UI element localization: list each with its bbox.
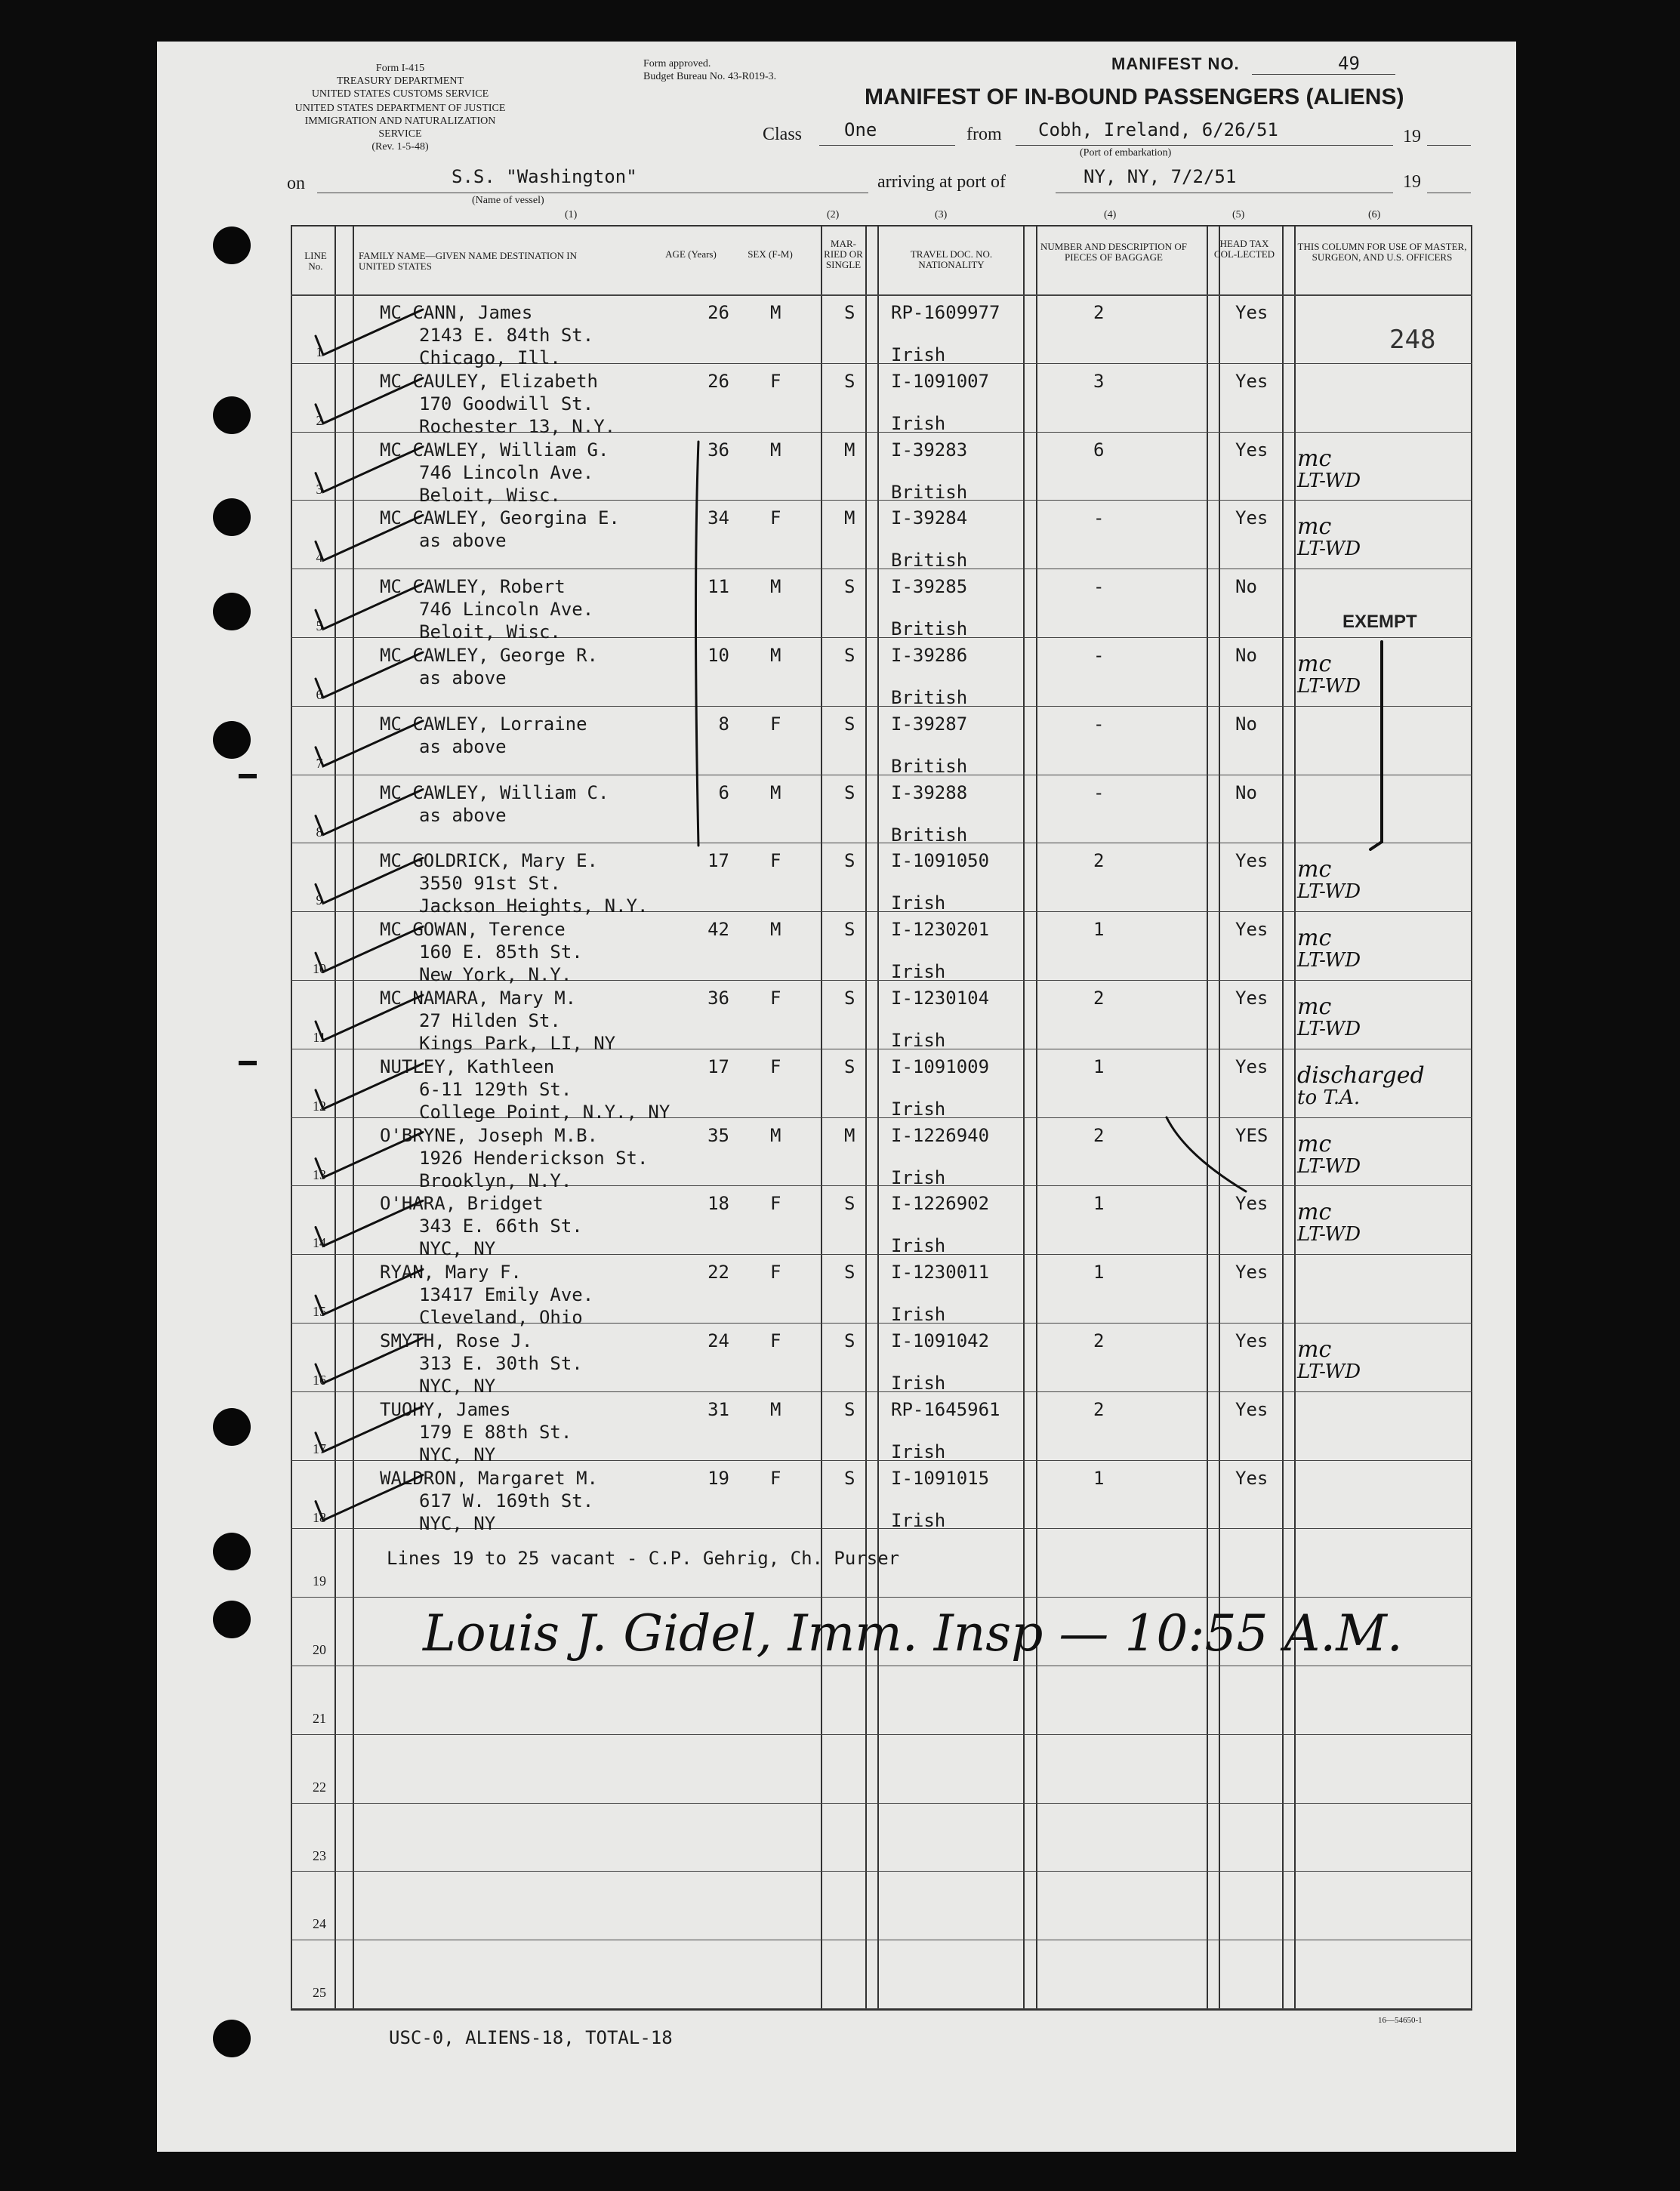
travel-doc-number: I-1226940 (891, 1124, 990, 1146)
passenger-name: RYAN, Mary F. (380, 1262, 522, 1283)
travel-doc-number: I-39287 (891, 713, 968, 735)
passenger-age: 36 (707, 439, 729, 461)
nationality: Irish (891, 1098, 946, 1120)
nationality: Irish (891, 1030, 946, 1051)
officer-note: LT-WD (1297, 1223, 1361, 1246)
nationality: Irish (891, 1235, 946, 1257)
officer-note: mc (1297, 513, 1332, 541)
marital-status: M (844, 507, 855, 529)
passenger-sex: M (770, 919, 781, 941)
line-number: 12 (313, 1098, 326, 1114)
manifest-number: 49 (1338, 53, 1360, 74)
check-mark (316, 515, 423, 560)
officer-note: mc (1297, 1336, 1332, 1363)
head-tax: No (1235, 781, 1257, 803)
nationality: Irish (891, 412, 946, 434)
officer-note: LT-WD (1297, 880, 1361, 904)
passenger-sex: F (770, 713, 781, 735)
passenger-sex: F (770, 988, 781, 1009)
year-label: 19 (1403, 172, 1421, 192)
col-header-sex: SEX (F-M) (748, 248, 793, 260)
baggage-count: 2 (1093, 302, 1105, 323)
head-tax: Yes (1235, 370, 1268, 392)
line-number: 8 (316, 824, 323, 840)
passenger-sex: F (770, 1262, 781, 1283)
passenger-sex: F (770, 850, 781, 872)
passenger-sex: M (770, 439, 781, 461)
passenger-address: 746 Lincoln Ave. (419, 461, 594, 483)
passenger-name: MC CANN, James (380, 302, 533, 323)
officer-note: mc (1297, 1130, 1332, 1157)
marital-status: S (844, 1262, 855, 1283)
nationality: Irish (891, 1166, 946, 1188)
check-mark (316, 1338, 423, 1383)
line-number: 1 (316, 344, 323, 359)
exempt-stamp: EXEMPT (1342, 612, 1417, 632)
embark-caption: (Port of embarkation) (1080, 147, 1172, 159)
check-mark (316, 447, 423, 492)
from-value: Cobh, Ireland, 6/26/51 (1038, 119, 1278, 140)
officer-note: mc (1297, 445, 1332, 472)
baggage-count: 1 (1093, 1193, 1105, 1215)
passenger-city: Rochester 13, N.Y. (419, 415, 616, 437)
head-tax: Yes (1235, 850, 1268, 872)
passenger-city: New York, N.Y. (419, 964, 572, 986)
passenger-age: 36 (707, 988, 729, 1009)
travel-doc-number: I-1230201 (891, 919, 990, 941)
passenger-sex: F (770, 507, 781, 529)
column-number: (4) (1104, 209, 1117, 220)
passenger-address: 2143 E. 84th St. (419, 325, 594, 346)
passenger-name: MC CAWLEY, William C. (380, 781, 609, 803)
passenger-name: MC CAWLEY, George R. (380, 645, 598, 666)
baggage-count: 1 (1093, 919, 1105, 941)
from-label: from (966, 125, 1002, 144)
head-tax: Yes (1235, 919, 1268, 941)
footer-code: 16—54650-1 (1378, 2016, 1423, 2025)
marital-status: S (844, 1398, 855, 1420)
budget-bureau: Budget Bureau No. 43-R019-3. (643, 71, 777, 82)
passenger-city: Beloit, Wisc. (419, 621, 561, 643)
line-number: 16 (313, 1373, 326, 1388)
officer-note: to T.A. (1297, 1086, 1361, 1109)
check-mark (316, 1132, 423, 1178)
col-header-married: MAR-RIED OR SINGLE (824, 238, 863, 270)
baggage-count: - (1093, 713, 1105, 735)
line-number: 20 (313, 1642, 326, 1658)
revision-label: (Rev. 1-5-48) (371, 141, 429, 153)
passenger-age: 19 (707, 1467, 729, 1489)
marital-status: S (844, 576, 855, 598)
baggage-count: 1 (1093, 1055, 1105, 1077)
check-mark (316, 995, 423, 1040)
baggage-count: - (1093, 781, 1105, 803)
nationality: Irish (891, 1441, 946, 1462)
nationality: Irish (891, 961, 946, 983)
vessel-value: S.S. "Washington" (452, 166, 637, 187)
on-label: on (287, 174, 305, 193)
passenger-city: Beloit, Wisc. (419, 484, 561, 506)
head-tax: Yes (1235, 1398, 1268, 1420)
travel-doc-number: I-1230104 (891, 988, 990, 1009)
col-header-baggage: NUMBER AND DESCRIPTION OF PIECES OF BAGGAGE (1040, 241, 1187, 263)
passenger-address: 13417 Emily Ave. (419, 1284, 594, 1306)
passenger-city: Brooklyn, N.Y. (419, 1169, 572, 1191)
col-header-line: LINE No. (304, 250, 327, 272)
column-number: (6) (1368, 209, 1381, 220)
passenger-sex: M (770, 645, 781, 666)
nationality: British (891, 481, 968, 503)
baggage-count: 2 (1093, 988, 1105, 1009)
class-label: Class (763, 125, 803, 144)
passenger-city: NYC, NY (419, 1238, 496, 1260)
passenger-age: 22 (707, 1262, 729, 1283)
passenger-sex: F (770, 1330, 781, 1351)
treasury-label: TREASURY DEPARTMENT (336, 75, 464, 87)
passenger-sex: F (770, 1055, 781, 1077)
marital-status: S (844, 1467, 855, 1489)
travel-doc-number: I-39285 (891, 576, 968, 598)
marital-status: S (844, 850, 855, 872)
line-number: 6 (316, 687, 323, 702)
passenger-age: 26 (707, 302, 729, 323)
line-number: 14 (313, 1235, 326, 1251)
nationality: Irish (891, 1304, 946, 1326)
passenger-address: as above (419, 735, 507, 757)
officer-note: LT-WD (1297, 675, 1361, 698)
baggage-count: - (1093, 645, 1105, 666)
marital-status: S (844, 781, 855, 803)
head-tax: Yes (1235, 1262, 1268, 1283)
travel-doc-number: I-1091042 (891, 1330, 990, 1351)
check-mark (316, 1407, 423, 1452)
travel-doc-number: I-1226902 (891, 1193, 990, 1215)
exempt-bracket (1370, 642, 1382, 849)
line-number: 5 (316, 618, 323, 634)
passenger-age: 10 (707, 645, 729, 666)
passenger-address: 160 E. 85th St. (419, 941, 583, 963)
passenger-age: 17 (707, 850, 729, 872)
baggage-count: - (1093, 507, 1105, 529)
passenger-address: 617 W. 169th St. (419, 1490, 594, 1512)
nationality: British (891, 755, 968, 777)
travel-doc-number: I-39283 (891, 439, 968, 461)
nationality: British (891, 824, 968, 846)
line-number: 4 (316, 550, 323, 565)
passenger-address: as above (419, 530, 507, 552)
check-mark (316, 926, 423, 972)
passenger-age: 26 (707, 370, 729, 392)
officer-note: LT-WD (1297, 1154, 1361, 1178)
passenger-age: 42 (707, 919, 729, 941)
officer-note: LT-WD (1297, 538, 1361, 561)
passenger-age: 18 (707, 1193, 729, 1215)
passenger-name: MC CAWLEY, Lorraine (380, 713, 587, 735)
family-bracket (696, 442, 699, 846)
baggage-count: 2 (1093, 1398, 1105, 1420)
travel-doc-number: I-39286 (891, 645, 968, 666)
passenger-name: NUTLEY, Kathleen (380, 1055, 555, 1077)
line-number: 24 (313, 1916, 326, 1932)
nationality: British (891, 687, 968, 708)
baggage-count: 2 (1093, 1330, 1105, 1351)
officer-note: LT-WD (1297, 1018, 1361, 1040)
passenger-sex: F (770, 1193, 781, 1215)
marital-status: M (844, 439, 855, 461)
officer-note: mc (1297, 994, 1332, 1020)
head-tax: No (1235, 645, 1257, 666)
officer-note: mc (1297, 1199, 1332, 1226)
passenger-name: MC GOLDRICK, Mary E. (380, 850, 598, 872)
marital-status: S (844, 988, 855, 1009)
year-label: 19 (1403, 127, 1421, 146)
head-tax: Yes (1235, 1330, 1268, 1351)
line-number: 3 (316, 481, 323, 497)
passenger-name: MC NAMARA, Mary M. (380, 988, 577, 1009)
passenger-city: NYC, NY (419, 1376, 496, 1397)
passenger-name: MC CAWLEY, William G. (380, 439, 609, 461)
travel-doc-number: I-1091009 (891, 1055, 990, 1077)
officer-note: LT-WD (1297, 1361, 1361, 1383)
vacant-note: Lines 19 to 25 vacant - C.P. Gehrig, Ch. Purser (387, 1548, 900, 1569)
head-tax: Yes (1235, 302, 1268, 323)
check-mark (316, 584, 423, 629)
passenger-city: Jackson Heights, N.Y. (419, 895, 649, 917)
passenger-name: SMYTH, Rose J. (380, 1330, 533, 1351)
passenger-address: 170 Goodwill St. (419, 393, 594, 414)
nationality: British (891, 550, 968, 572)
passenger-address: 6-11 129th St. (419, 1078, 572, 1100)
correction-stroke (1167, 1117, 1246, 1191)
check-mark (316, 1064, 423, 1109)
baggage-count: 6 (1093, 439, 1105, 461)
passenger-sex: M (770, 302, 781, 323)
line-number: 23 (313, 1847, 326, 1863)
head-tax: Yes (1235, 439, 1268, 461)
baggage-count: 1 (1093, 1262, 1105, 1283)
arriving-label: arriving at port of (877, 172, 1006, 192)
nationality: Irish (891, 1373, 946, 1394)
passenger-sex: M (770, 1398, 781, 1420)
officer-note: discharged (1297, 1062, 1425, 1089)
vessel-caption: (Name of vessel) (472, 195, 544, 206)
passenger-age: 6 (718, 781, 729, 803)
page-title: MANIFEST OF IN-BOUND PASSENGERS (ALIENS) (865, 85, 1404, 109)
check-mark (316, 1475, 423, 1521)
check-mark (316, 378, 423, 424)
marital-status: S (844, 713, 855, 735)
column-number: (3) (935, 209, 948, 220)
passenger-name: O'HARA, Bridget (380, 1193, 544, 1215)
line-number: 19 (313, 1573, 326, 1589)
passenger-address: as above (419, 804, 507, 826)
manifest-label: MANIFEST NO. (1111, 54, 1240, 73)
passenger-city: Kings Park, LI, NY (419, 1033, 616, 1054)
nationality: Irish (891, 892, 946, 914)
officer-note: mc (1297, 856, 1332, 883)
baggage-count: 2 (1093, 1124, 1105, 1146)
col-header-officers: THIS COLUMN FOR USE OF MASTER, SURGEON, AND U.S. OFFICERS (1297, 241, 1467, 263)
marital-status: S (844, 919, 855, 941)
line-number: 10 (313, 961, 326, 977)
line-number: 17 (313, 1441, 326, 1456)
officer-note: mc (1297, 651, 1332, 677)
check-mark (316, 310, 423, 355)
passenger-sex: M (770, 576, 781, 598)
officer-note: LT-WD (1297, 949, 1361, 972)
travel-doc-number: I-1091007 (891, 370, 990, 392)
column-number: (1) (565, 209, 578, 220)
passenger-age: 11 (707, 576, 729, 598)
passenger-age: 31 (707, 1398, 729, 1420)
baggage-count: 2 (1093, 850, 1105, 872)
passenger-address: 343 E. 66th St. (419, 1216, 583, 1237)
nationality: Irish (891, 1509, 946, 1531)
column-number: (5) (1232, 209, 1245, 220)
travel-doc-number: RP-1609977 (891, 302, 1000, 323)
head-tax: Yes (1235, 1193, 1268, 1215)
passenger-city: Chicago, Ill. (419, 347, 561, 368)
footer-totals: USC-0, ALIENS-18, TOTAL-18 (389, 2027, 673, 2048)
passenger-name: O'BRYNE, Joseph M.B. (380, 1124, 598, 1146)
passenger-name: MC CAWLEY, Robert (380, 576, 566, 598)
line-number: 18 (313, 1509, 326, 1525)
marital-status: S (844, 1330, 855, 1351)
passenger-age: 24 (707, 1330, 729, 1351)
marital-status: S (844, 370, 855, 392)
baggage-count: - (1093, 576, 1105, 598)
head-tax: Yes (1235, 507, 1268, 529)
marital-status: S (844, 645, 855, 666)
head-tax: Yes (1235, 988, 1268, 1009)
travel-doc-number: I-39288 (891, 781, 968, 803)
passenger-address: 746 Lincoln Ave. (419, 599, 594, 621)
column-number: (2) (827, 209, 840, 220)
passenger-city: College Point, N.Y., NY (419, 1101, 670, 1123)
nationality: Irish (891, 344, 946, 365)
head-tax: No (1235, 713, 1257, 735)
head-tax: No (1235, 576, 1257, 598)
passenger-address: 1926 Henderickson St. (419, 1147, 649, 1169)
check-mark (316, 1269, 423, 1314)
line-number: 22 (313, 1779, 326, 1795)
check-mark (316, 1200, 423, 1246)
head-tax: Yes (1235, 1467, 1268, 1489)
check-mark (316, 858, 423, 903)
class-value: One (844, 119, 877, 140)
check-mark (316, 721, 423, 766)
travel-doc-number: I-1091050 (891, 850, 990, 872)
line-number: 9 (316, 892, 323, 908)
passenger-city: NYC, NY (419, 1444, 496, 1465)
passenger-address: as above (419, 667, 507, 689)
customs-label: UNITED STATES CUSTOMS SERVICE (311, 88, 489, 100)
passenger-address: 179 E 88th St. (419, 1421, 572, 1443)
col-header-doc: TRAVEL DOC. NO. NATIONALITY (910, 248, 993, 270)
line-number: 11 (313, 1030, 326, 1045)
form-number: Form I-415 (375, 63, 425, 74)
marital-status: M (844, 1124, 855, 1146)
line-number: 7 (316, 755, 323, 771)
travel-doc-number: I-1091015 (891, 1467, 990, 1489)
travel-doc-number: I-39284 (891, 507, 968, 529)
line-number: 25 (313, 1985, 326, 2001)
passenger-age: 35 (707, 1124, 729, 1146)
marital-status: S (844, 1193, 855, 1215)
line-number: 13 (313, 1166, 326, 1182)
passenger-age: 17 (707, 1055, 729, 1077)
baggage-count: 1 (1093, 1467, 1105, 1489)
passenger-sex: F (770, 370, 781, 392)
passenger-address: 27 Hilden St. (419, 1010, 561, 1031)
passenger-sex: M (770, 1124, 781, 1146)
passenger-name: MC GOWAN, Terence (380, 919, 566, 941)
passenger-name: TUOHY, James (380, 1398, 511, 1420)
marital-status: S (844, 302, 855, 323)
line-number: 21 (313, 1711, 326, 1726)
passenger-name: MC CAULEY, Elizabeth (380, 370, 598, 392)
passenger-city: NYC, NY (419, 1512, 496, 1534)
nationality: British (891, 618, 968, 640)
passenger-address: 313 E. 30th St. (419, 1353, 583, 1374)
passenger-name: WALDRON, Margaret M. (380, 1467, 598, 1489)
passenger-age: 8 (718, 713, 729, 735)
passenger-city: Cleveland, Ohio (419, 1307, 583, 1329)
line-number: 15 (313, 1304, 326, 1320)
passenger-age: 34 (707, 507, 729, 529)
form-approved: Form approved. (643, 58, 711, 69)
ins-label: IMMIGRATION AND NATURALIZATION SERVICE (304, 116, 496, 140)
head-tax: YES (1235, 1124, 1268, 1146)
passenger-address: 3550 91st St. (419, 873, 561, 895)
travel-doc-number: RP-1645961 (891, 1398, 1000, 1420)
line-number: 2 (316, 412, 323, 428)
head-tax: Yes (1235, 1055, 1268, 1077)
passenger-name: MC CAWLEY, Georgina E. (380, 507, 620, 529)
baggage-count: 3 (1093, 370, 1105, 392)
page-stamp: 248 (1389, 325, 1436, 355)
arriving-value: NY, NY, 7/2/51 (1084, 166, 1237, 187)
check-mark (316, 790, 423, 835)
inspector-signature: Louis J. Gidel, Imm. Insp — 10:55 A.M. (423, 1604, 1403, 1663)
marital-status: S (844, 1055, 855, 1077)
officer-note: mc (1297, 925, 1332, 952)
travel-doc-number: I-1230011 (891, 1262, 990, 1283)
officer-note: LT-WD (1297, 469, 1361, 492)
department-label: UNITED STATES DEPARTMENT OF JUSTICE (294, 103, 506, 114)
passenger-sex: F (770, 1467, 781, 1489)
col-header-name: FAMILY NAME—GIVEN NAME DESTINATION IN UNITED STATES (359, 250, 578, 272)
check-mark (316, 652, 423, 698)
col-header-tax: HEAD TAX COL-LECTED (1213, 238, 1275, 260)
passenger-sex: M (770, 781, 781, 803)
col-header-age: AGE (Years) (665, 248, 717, 260)
